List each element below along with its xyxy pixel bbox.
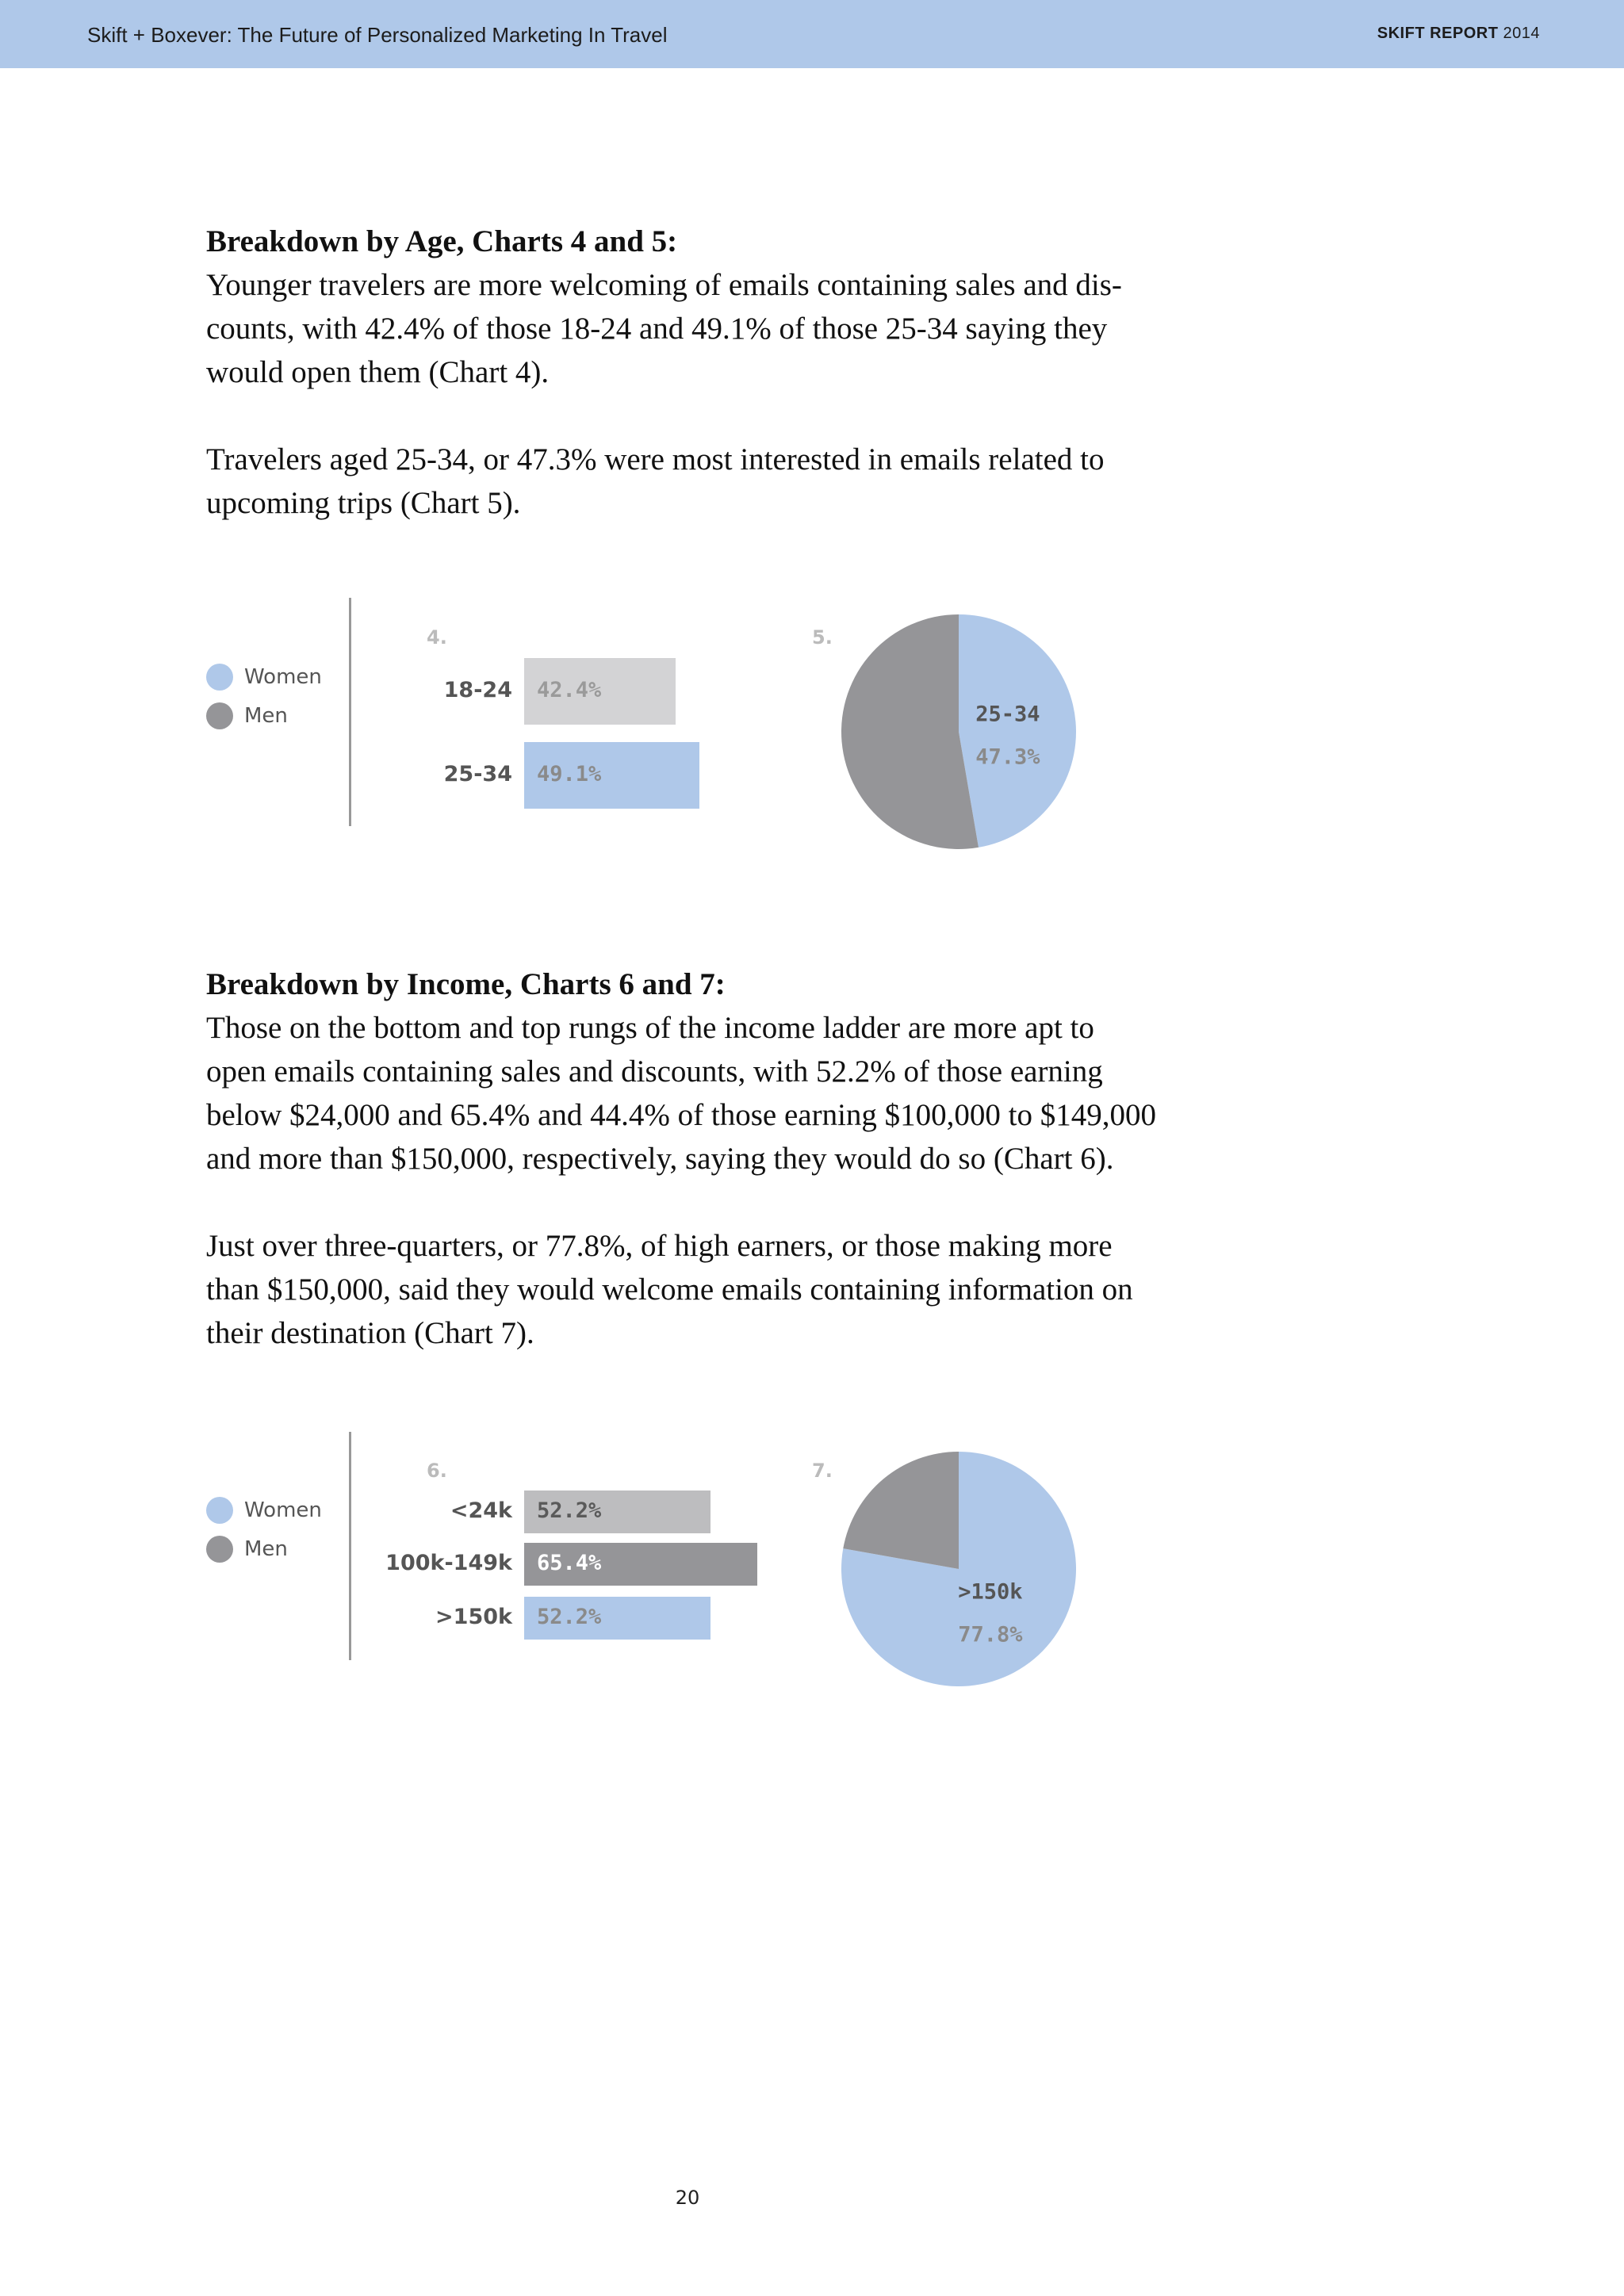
pie-slice-value: 77.8% bbox=[958, 1622, 1023, 1647]
text-line: and more than $150,000, respectively, saying they would do so (Chart 6). bbox=[206, 1142, 1114, 1176]
bar-value-label: 52.2% bbox=[537, 1605, 602, 1629]
chart-5-number: 5. bbox=[812, 626, 833, 649]
text-line: below $24,000 and 65.4% and 44.4% of those earning $100,000 to $149,000 bbox=[206, 1098, 1156, 1132]
pie-slice-value: 47.3% bbox=[975, 744, 1040, 770]
bar-category-label: 18-24 bbox=[443, 678, 512, 702]
page-header bbox=[0, 0, 1624, 68]
text-line: Younger travelers are more welcoming of emails containing sales and dis- bbox=[206, 268, 1122, 302]
bar bbox=[524, 1597, 710, 1640]
legend-label: Men bbox=[244, 704, 288, 728]
bar-category-label: 100k-149k bbox=[385, 1551, 512, 1575]
text-line: Those on the bottom and top rungs of the income ladder are more apt to bbox=[206, 1011, 1094, 1045]
text-line: Just over three-quarters, or 77.8%, of high earners, or those making more bbox=[206, 1229, 1113, 1263]
pie-slice-label: >150k bbox=[958, 1579, 1023, 1605]
pie-slice-label: 25-34 bbox=[975, 702, 1040, 727]
income-paragraph-1 bbox=[206, 1006, 1269, 1181]
legend-divider bbox=[349, 598, 351, 826]
chart-6-number: 6. bbox=[427, 1460, 447, 1482]
text-line: than $150,000, said they would welcome emails containing information on bbox=[206, 1272, 1133, 1307]
pie-slice bbox=[843, 1452, 959, 1569]
legend-dot-men bbox=[206, 1536, 233, 1563]
report-title: Skift + Boxever: The Future of Personalized Marketing In Travel bbox=[87, 23, 668, 47]
income-paragraph-2 bbox=[206, 1224, 1269, 1355]
legend-divider bbox=[349, 1432, 351, 1660]
text-line: Travelers aged 25-34, or 47.3% were most interested in emails related to bbox=[206, 442, 1105, 476]
pie-slice bbox=[841, 614, 979, 849]
pie-slice bbox=[959, 614, 1076, 848]
legend-dot-men bbox=[206, 702, 233, 729]
section-heading-income: Breakdown by Income, Charts 6 and 7: bbox=[206, 967, 726, 1001]
report-year: 2014 bbox=[1503, 25, 1540, 42]
text-line: upcoming trips (Chart 5). bbox=[206, 486, 521, 520]
text-line: counts, with 42.4% of those 18-24 and 49.1% of those 25-34 saying they bbox=[206, 312, 1108, 346]
bar bbox=[524, 1490, 710, 1533]
text-line: would open them (Chart 4). bbox=[206, 355, 550, 389]
bar bbox=[524, 658, 676, 725]
bar-category-label: <24k bbox=[450, 1498, 512, 1523]
age-paragraph-2 bbox=[206, 438, 1269, 525]
bar bbox=[524, 742, 699, 809]
legend-label: Women bbox=[244, 665, 322, 689]
chart-7-number: 7. bbox=[812, 1460, 833, 1482]
bar-value-label: 52.2% bbox=[537, 1498, 602, 1523]
legend-dot-women bbox=[206, 1497, 233, 1524]
chart-5-pie-chart bbox=[839, 612, 1078, 851]
bar-value-label: 49.1% bbox=[537, 762, 602, 786]
chart-4-number: 4. bbox=[427, 626, 447, 649]
page-number: 20 bbox=[675, 2187, 700, 2209]
legend-label: Women bbox=[244, 1498, 322, 1522]
bar bbox=[524, 1543, 757, 1586]
report-brand bbox=[1377, 25, 1540, 43]
bar-category-label: >150k bbox=[435, 1605, 512, 1629]
bar-value-label: 42.4% bbox=[537, 678, 602, 702]
legend-label: Men bbox=[244, 1537, 288, 1561]
bar-category-label: 25-34 bbox=[443, 762, 512, 786]
legend-dot-women bbox=[206, 664, 233, 691]
section-heading-age: Breakdown by Age, Charts 4 and 5: bbox=[206, 224, 678, 258]
age-paragraph-1 bbox=[206, 263, 1269, 394]
chart-7-pie-chart bbox=[839, 1449, 1078, 1689]
report-brand-name: SKIFT REPORT bbox=[1377, 25, 1499, 42]
bar-value-label: 65.4% bbox=[537, 1551, 602, 1575]
text-line: their destination (Chart 7). bbox=[206, 1316, 534, 1350]
text-line: open emails containing sales and discounts, with 52.2% of those earning bbox=[206, 1054, 1103, 1089]
